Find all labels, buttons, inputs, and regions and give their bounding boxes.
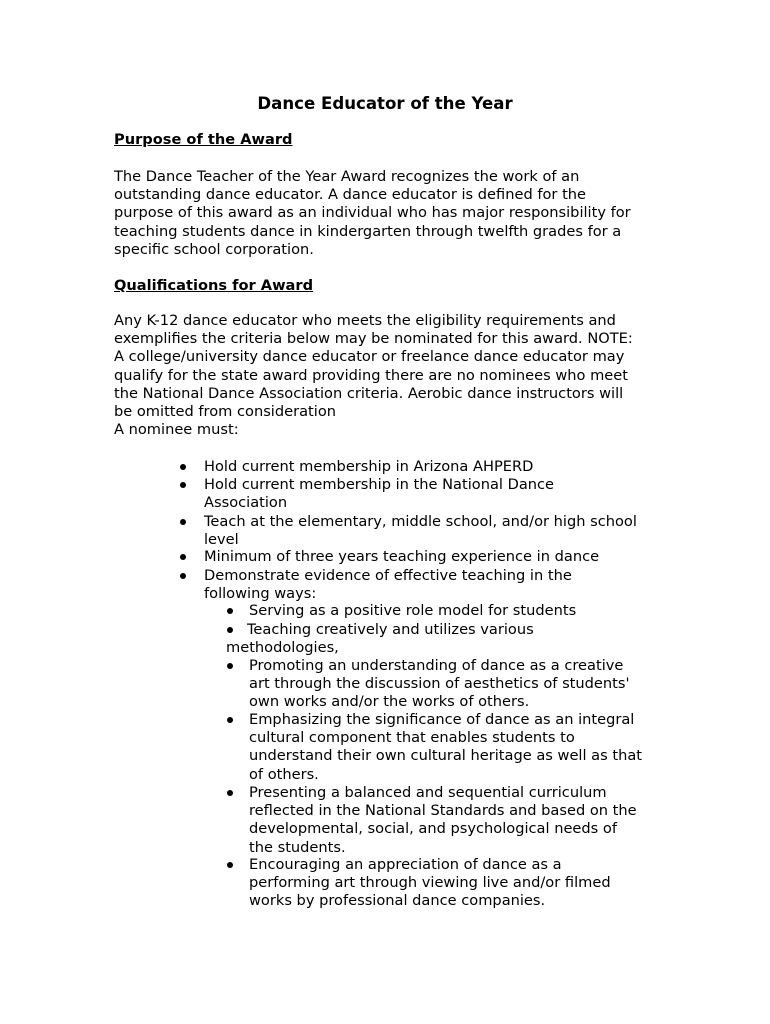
paragraph-line: exemplifies the criteria below may be nominated for this award. NOTE: bbox=[114, 330, 633, 348]
list-item-line: Hold current membership in the National Dance bbox=[204, 476, 555, 493]
list-item-line: Encouraging an appreciation of dance as a bbox=[249, 856, 562, 873]
paragraph-line: A nominee must: bbox=[114, 421, 239, 439]
bullet-icon bbox=[180, 482, 186, 488]
list-item-line: Association bbox=[204, 494, 288, 512]
list-item-line: cultural component that enables students to bbox=[249, 729, 575, 747]
list-item-line: own works and/or the works of others. bbox=[249, 693, 530, 711]
document-title: Dance Educator of the Year bbox=[257, 94, 513, 113]
list-item-line: Minimum of three years teaching experience in dance bbox=[204, 548, 600, 565]
paragraph-line: Any K-12 dance educator who meets the eligibility requirements and bbox=[114, 312, 616, 329]
list-item-line: performing art through viewing live and/or filmed bbox=[249, 874, 611, 892]
list-item-line: developmental, social, and psychological needs of bbox=[249, 820, 617, 838]
paragraph-line: the National Dance Association criteria. Aerobic dance instructors will bbox=[114, 384, 624, 402]
paragraph-line: The Dance Teacher of the Year Award recognizes the work of an bbox=[114, 168, 580, 185]
list-item-line: Teaching creatively and utilizes various bbox=[247, 621, 534, 638]
list-item-line: reflected in the National Standards and based on the bbox=[249, 802, 637, 820]
bullet-icon bbox=[227, 663, 233, 669]
paragraph-line: A college/university dance educator or freelance dance educator may bbox=[114, 348, 625, 366]
qualifications-paragraph bbox=[114, 312, 674, 439]
bullet-icon bbox=[227, 608, 233, 614]
list-item-line: Demonstrate evidence of effective teaching in the bbox=[204, 567, 572, 584]
qualifications-heading: Qualifications for Award bbox=[114, 277, 314, 294]
list-item-line: Serving as a positive role model for students bbox=[249, 602, 577, 619]
list-item-line: Hold current membership in Arizona AHPERD bbox=[204, 458, 534, 475]
list-item-line: Presenting a balanced and sequential curriculum bbox=[249, 784, 607, 801]
list-item-line: of others. bbox=[249, 765, 319, 783]
bullet-icon bbox=[180, 519, 186, 525]
list-item-line: Promoting an understanding of dance as a creative bbox=[249, 657, 624, 674]
bullet-icon bbox=[227, 717, 233, 723]
list-item-line: the students. bbox=[249, 838, 346, 856]
bullet-icon bbox=[180, 464, 186, 470]
purpose-heading: Purpose of the Award bbox=[114, 131, 293, 148]
list-item-line: following ways: bbox=[204, 585, 317, 603]
paragraph-line: outstanding dance educator. A dance educator is defined for the bbox=[114, 186, 587, 204]
bullet-icon bbox=[180, 554, 186, 560]
list-item-line: level bbox=[204, 531, 239, 549]
list-item-line: Teach at the elementary, middle school, and/or high school bbox=[204, 513, 637, 530]
paragraph-line: teaching students dance in kindergarten through twelfth grades for a bbox=[114, 222, 622, 240]
paragraph-line: qualify for the state award providing there are no nominees who meet bbox=[114, 366, 628, 384]
list-item-line: understand their own cultural heritage as well as that bbox=[249, 747, 642, 765]
list-item-line: methodologies, bbox=[226, 639, 339, 657]
paragraph-line: specific school corporation. bbox=[114, 240, 314, 258]
bullet-icon bbox=[227, 862, 233, 868]
list-item-line: art through the discussion of aesthetics of students' bbox=[249, 675, 630, 693]
bullet-icon bbox=[180, 573, 186, 579]
paragraph-line: be omitted from consideration bbox=[114, 403, 337, 421]
list-item-line: Emphasizing the significance of dance as an integral bbox=[249, 711, 635, 728]
bullet-icon bbox=[227, 790, 233, 796]
purpose-paragraph bbox=[114, 168, 674, 259]
paragraph-line: purpose of this award as an individual who has major responsibility for bbox=[114, 204, 631, 222]
list-item-line: works by professional dance companies. bbox=[249, 892, 546, 910]
